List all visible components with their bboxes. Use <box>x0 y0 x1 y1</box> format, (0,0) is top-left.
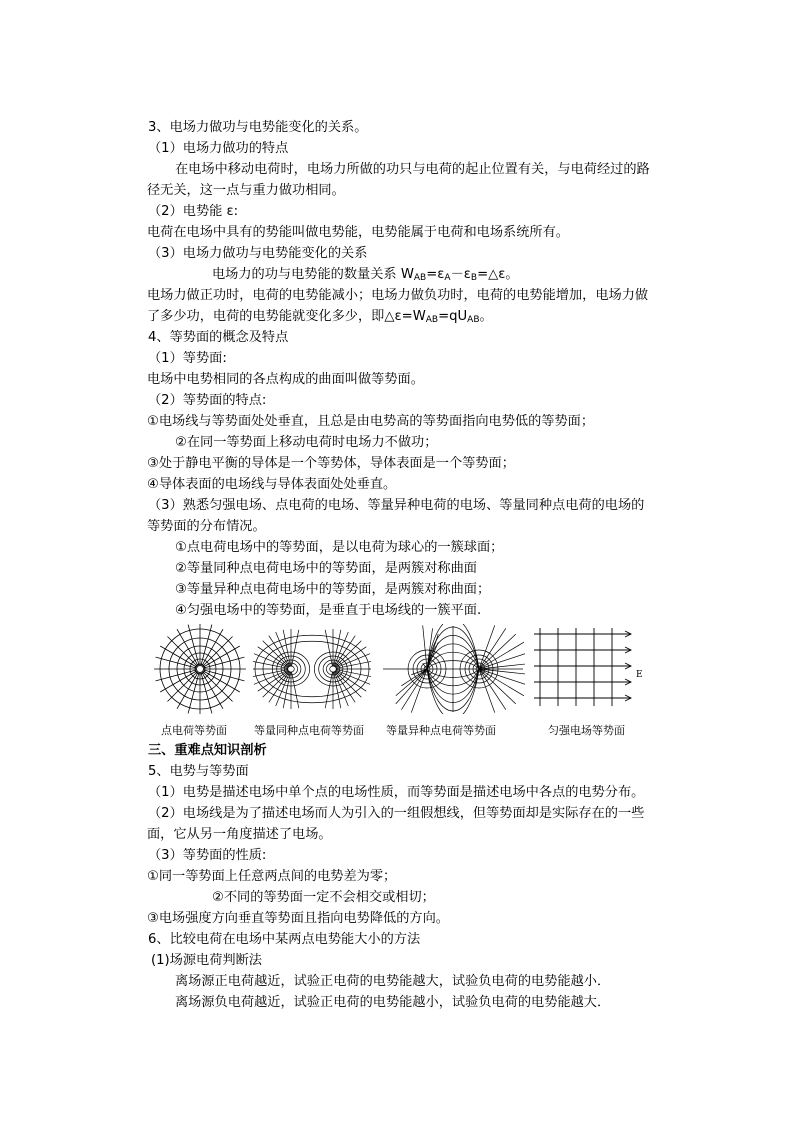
field-line <box>201 672 212 714</box>
field-line <box>160 671 197 693</box>
field-line <box>479 669 525 675</box>
field-line <box>156 670 198 681</box>
field-line <box>396 669 427 704</box>
field-line <box>203 670 245 681</box>
subheading: （2）等势面的特点: <box>148 393 267 408</box>
field-line <box>336 661 371 668</box>
field-line <box>479 628 506 669</box>
field-line <box>188 672 199 714</box>
subheading-1: （1）电场力做功的特点 <box>148 141 289 156</box>
paragraph-line: 面，它从另一角度描述了电场。 <box>147 827 332 842</box>
list-item: ②不同的等势面一定不会相交或相切； <box>212 890 435 905</box>
heading-4: 4、等势面的概念及特点 <box>148 330 289 345</box>
paragraph-line: 电荷在电场中具有的势能叫做电势能，电势能属于电荷和电场系统所有。 <box>147 225 569 240</box>
paragraph-line: 电场中电势相同的各点构成的曲面叫做等势面。 <box>147 372 424 387</box>
paragraph-line: （1）电势是描述电场中单个点的电场性质，而等势面是描述电场中各点的电势分布。 <box>148 785 645 800</box>
point-charge-equipotential-figure <box>150 624 250 714</box>
field-line <box>479 669 506 710</box>
caption-like-charges: 等量同种点电荷等势面 <box>254 724 364 737</box>
field-line <box>202 629 224 666</box>
uniform-field-equipotential-figure <box>530 624 650 714</box>
list-item: ③电场强度方向垂直等势面且指向电势降低的方向。 <box>147 911 449 926</box>
heading-3: 3、电场力做功与电势能变化的关系。 <box>148 120 368 135</box>
paragraph-line: 离场源正电荷越近，试验正电荷的电势能越大，试验负电荷的电势能越小． <box>175 974 611 989</box>
field-line <box>203 671 240 693</box>
field-line <box>423 625 427 669</box>
field-line <box>201 625 212 667</box>
list-item: ④导体表面的电场线与导体表面处处垂直。 <box>147 477 397 492</box>
paragraph-line: （2）电场线是为了描述电场而人为引入的一组假想线，但等势面却是实际存在的一些 <box>148 806 645 821</box>
list-item: ②等量同种点电荷电场中的等势面，是两簇对称曲面 <box>175 561 477 576</box>
subheading: (1)场源电荷判断法 <box>151 953 262 968</box>
field-e-label: E <box>636 670 643 680</box>
field-line <box>336 670 371 677</box>
paragraph-line: 在电场中移动电荷时，电场力所做的功只与电荷的起止位置有关，与电荷经过的路 <box>175 162 650 177</box>
field-line <box>167 636 197 666</box>
subheading: （3）等势面的性质: <box>148 848 267 863</box>
list-item: ①点电荷电场中的等势面，是以电荷为球心的一簇球面； <box>175 540 504 555</box>
field-line <box>177 672 199 709</box>
caption-point-charge: 点电荷等势面 <box>161 724 227 737</box>
paragraph-line: 电场力做正功时，电荷的电势能减小；电场力做负功时，电荷的电势能增加，电场力做 <box>147 288 649 303</box>
field-line <box>202 636 232 666</box>
list-item: ②在同一等势面上移动电荷时电场力不做功； <box>175 435 438 450</box>
heading-6: 6、比较电荷在电场中某两点电势能大小的方法 <box>148 932 421 947</box>
subheading-2: （2）电势能 ε: <box>148 204 239 219</box>
field-line <box>177 629 199 666</box>
field-line <box>253 670 288 677</box>
paragraph-line: 等势面的分布情况。 <box>147 519 266 534</box>
caption-unlike-charges: 等量异种点电荷等势面 <box>386 724 496 737</box>
section-heading: 三、重难点知识剖析 <box>148 743 267 758</box>
field-line <box>156 657 198 668</box>
subheading: （1）等势面: <box>148 351 227 366</box>
formula-line: 了多少功，电荷的电势能就变化多少，即$\triangle\varepsilon=W_{AB}=qU_{AB}$。 <box>147 309 493 325</box>
field-line <box>202 672 224 709</box>
caption-uniform-field: 匀强电场等势面 <box>548 724 625 737</box>
heading-5: 5、电势与等势面 <box>148 764 249 779</box>
field-line <box>188 625 199 667</box>
field-line <box>160 646 197 668</box>
subheading-3: （3）电场力做功与电势能变化的关系 <box>148 246 368 261</box>
field-line <box>202 671 232 701</box>
paragraph-line: 径无关，这一点与重力做功相同。 <box>147 183 345 198</box>
list-item: ③等量异种点电荷电场中的等势面，是两簇对称曲面； <box>175 582 491 597</box>
unlike-charges-equipotential-figure <box>381 624 525 714</box>
paragraph-line: 离场源负电荷越近，试验正电荷的电势能越小，试验负电荷的电势能越大． <box>175 995 611 1010</box>
list-item: ③处于静电平衡的导体是一个等势体，导体表面是一个等势面； <box>147 456 515 471</box>
field-line <box>253 661 288 668</box>
field-line <box>203 657 245 668</box>
list-item: ①电场线与等势面处处垂直，且总是由电势高的等势面指向电势低的等势面； <box>147 414 595 429</box>
field-line <box>167 671 197 701</box>
list-item: ④匀强电场中的等势面，是垂直于电场线的一簇平面. <box>175 603 482 618</box>
paragraph-line: （3）熟悉匀强电场、点电荷的电场、等量异种电荷的电场、等量同种点电荷的电场的 <box>148 498 645 513</box>
list-item: ①同一等势面上任意两点间的电势差为零； <box>147 869 397 884</box>
formula-line: 电场力的功与电势能的数量关系 $W_{AB}=\varepsilon_A-\varepsilon_B=\triangle\varepsilon$。 <box>212 267 519 283</box>
like-charges-equipotential-figure <box>253 624 371 714</box>
field-line <box>479 663 525 669</box>
field-line <box>203 646 240 668</box>
